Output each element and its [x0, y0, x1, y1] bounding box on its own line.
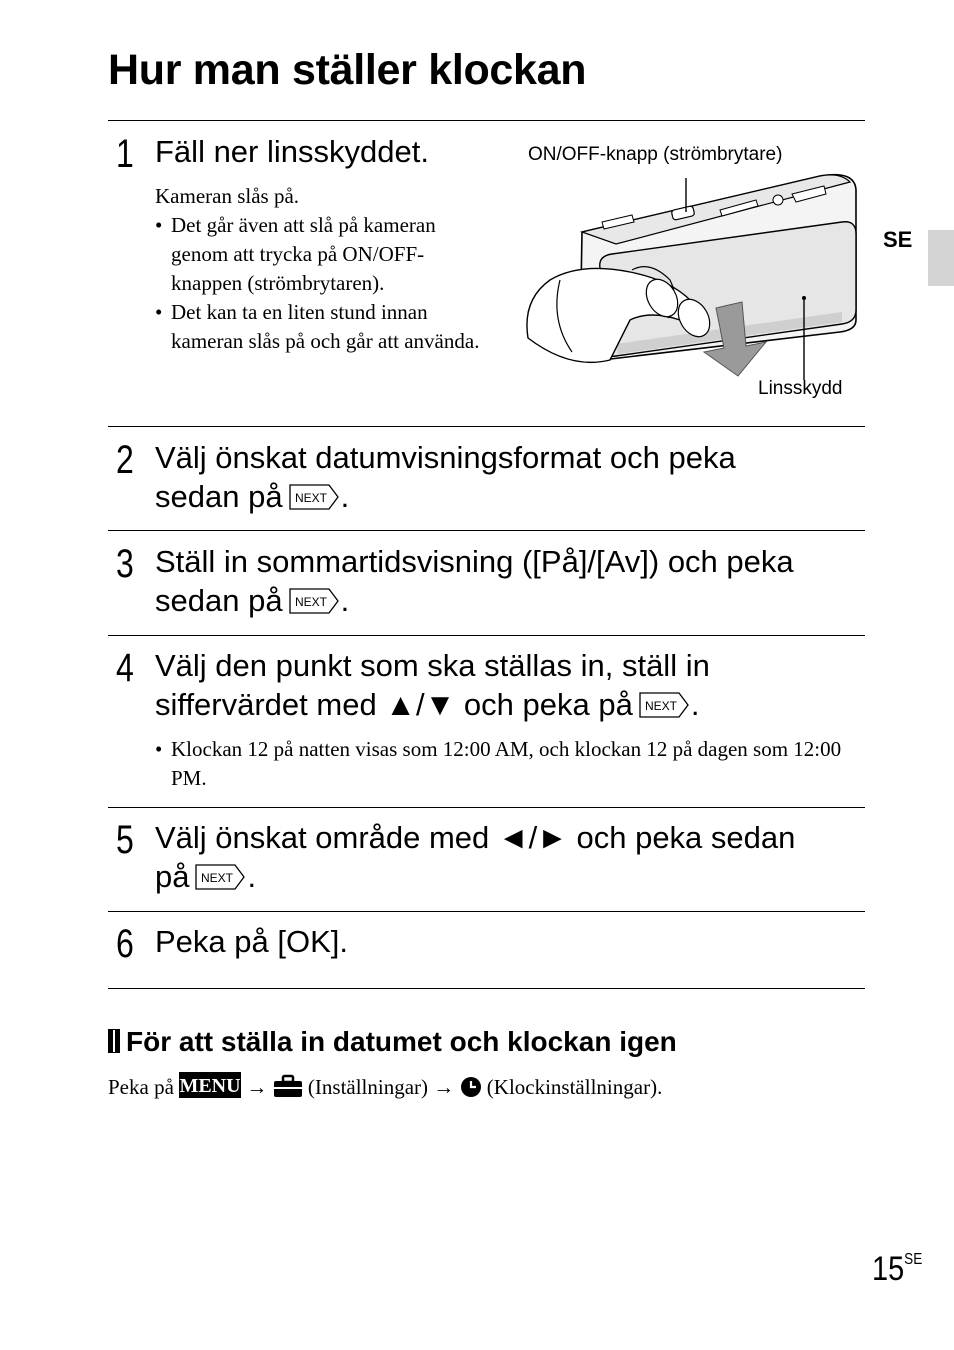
- menu-icon: [179, 1072, 241, 1098]
- illustration-label-power-button: ON/OFF-knapp (strömbrytare): [528, 144, 783, 165]
- step-bullet: • Klockan 12 på natten visas som 12:00 AM, och klockan 12 på dagen som 12:00 PM.: [155, 735, 855, 793]
- page-number-value: 15: [872, 1250, 905, 1288]
- divider: [108, 911, 865, 912]
- step-heading-line: Välj den punkt som ska ställas in, ställ in: [155, 648, 710, 683]
- language-tab-label: SE: [883, 227, 913, 252]
- language-tab-marker: [928, 230, 954, 286]
- page-title: Hur man ställer klockan: [108, 46, 587, 94]
- divider: [108, 988, 865, 989]
- subsection-text: Peka på: [108, 1075, 174, 1099]
- next-button-icon: [195, 864, 245, 890]
- next-button-icon: [289, 484, 339, 510]
- svg-text:NEXT: NEXT: [644, 699, 677, 713]
- step-heading-line: [155, 477, 860, 516]
- divider: [108, 530, 865, 531]
- punctuation: .: [340, 479, 350, 514]
- page-number-suffix: SE: [904, 1251, 923, 1268]
- step-heading: [155, 646, 860, 724]
- subsection-title: [108, 1024, 677, 1060]
- punctuation: .: [247, 859, 257, 894]
- step-number: 3: [116, 542, 134, 586]
- step-heading-line: [155, 685, 860, 724]
- svg-text:NEXT: NEXT: [294, 595, 327, 609]
- step-number: 5: [116, 818, 134, 862]
- settings-toolbox-icon: [273, 1074, 303, 1098]
- divider: [108, 807, 865, 808]
- step-heading-line: Ställ in sommartidsvisning ([På]/[Av]) och peka: [155, 544, 794, 579]
- step-heading-line: Välj önskat datumvisningsformat och peka: [155, 440, 736, 475]
- step-bullet: • Det går även att slå på kameran genom att trycka på ON/OFF-knappen (strömbrytaren).: [155, 211, 485, 298]
- next-button-icon: [639, 692, 689, 718]
- step-heading: Peka på [OK].: [155, 924, 348, 959]
- step-heading: Fäll ner linsskyddet.: [155, 134, 429, 169]
- step-number: 2: [116, 438, 134, 482]
- illustration-label-lens-cover: Linsskydd: [758, 378, 843, 399]
- subsection-text: (Inställningar): [307, 1075, 429, 1099]
- camera-illustration: [520, 170, 865, 380]
- step-heading-text: sedan på: [155, 583, 283, 618]
- step-heading-text: siffervärdet med ▲/▼ och peka på: [155, 687, 633, 722]
- step-number: 4: [116, 646, 134, 690]
- punctuation: .: [340, 583, 350, 618]
- step-heading-text: på: [155, 859, 190, 894]
- svg-text:NEXT: NEXT: [201, 871, 234, 885]
- page-number: [872, 1240, 922, 1289]
- punctuation: .: [690, 687, 700, 722]
- subsection-body: [108, 1072, 662, 1102]
- next-button-icon: [289, 588, 339, 614]
- step-body: [155, 182, 485, 356]
- subsection-title-text: För att ställa in datumet och klockan igen: [126, 1026, 677, 1057]
- arrow-icon: →: [433, 1075, 455, 1099]
- step-heading-line: Välj önskat område med ◄/► och peka sedan: [155, 820, 796, 855]
- step-heading-line: [155, 581, 860, 620]
- subsection-text: (Klockinställningar).: [486, 1075, 663, 1099]
- section-marker-icon: [108, 1029, 120, 1053]
- divider: [108, 635, 865, 636]
- step-heading-text: sedan på: [155, 479, 283, 514]
- divider: [108, 120, 865, 121]
- step-heading-line: [155, 857, 860, 896]
- svg-text:MENU: MENU: [179, 1075, 241, 1097]
- step-body: [155, 735, 855, 793]
- step-heading: [155, 818, 860, 896]
- svg-text:NEXT: NEXT: [294, 491, 327, 505]
- clock-icon: [460, 1076, 482, 1098]
- step-intro: Kameran slås på.: [155, 184, 300, 208]
- step-number: 6: [116, 922, 134, 966]
- arrow-icon: →: [246, 1075, 268, 1099]
- step-heading: [155, 542, 860, 620]
- step-bullet: • Det kan ta en liten stund innan kameran slås på och går att använda.: [155, 298, 485, 356]
- step-number: 1: [116, 132, 134, 176]
- step-heading: [155, 438, 860, 516]
- divider: [108, 426, 865, 427]
